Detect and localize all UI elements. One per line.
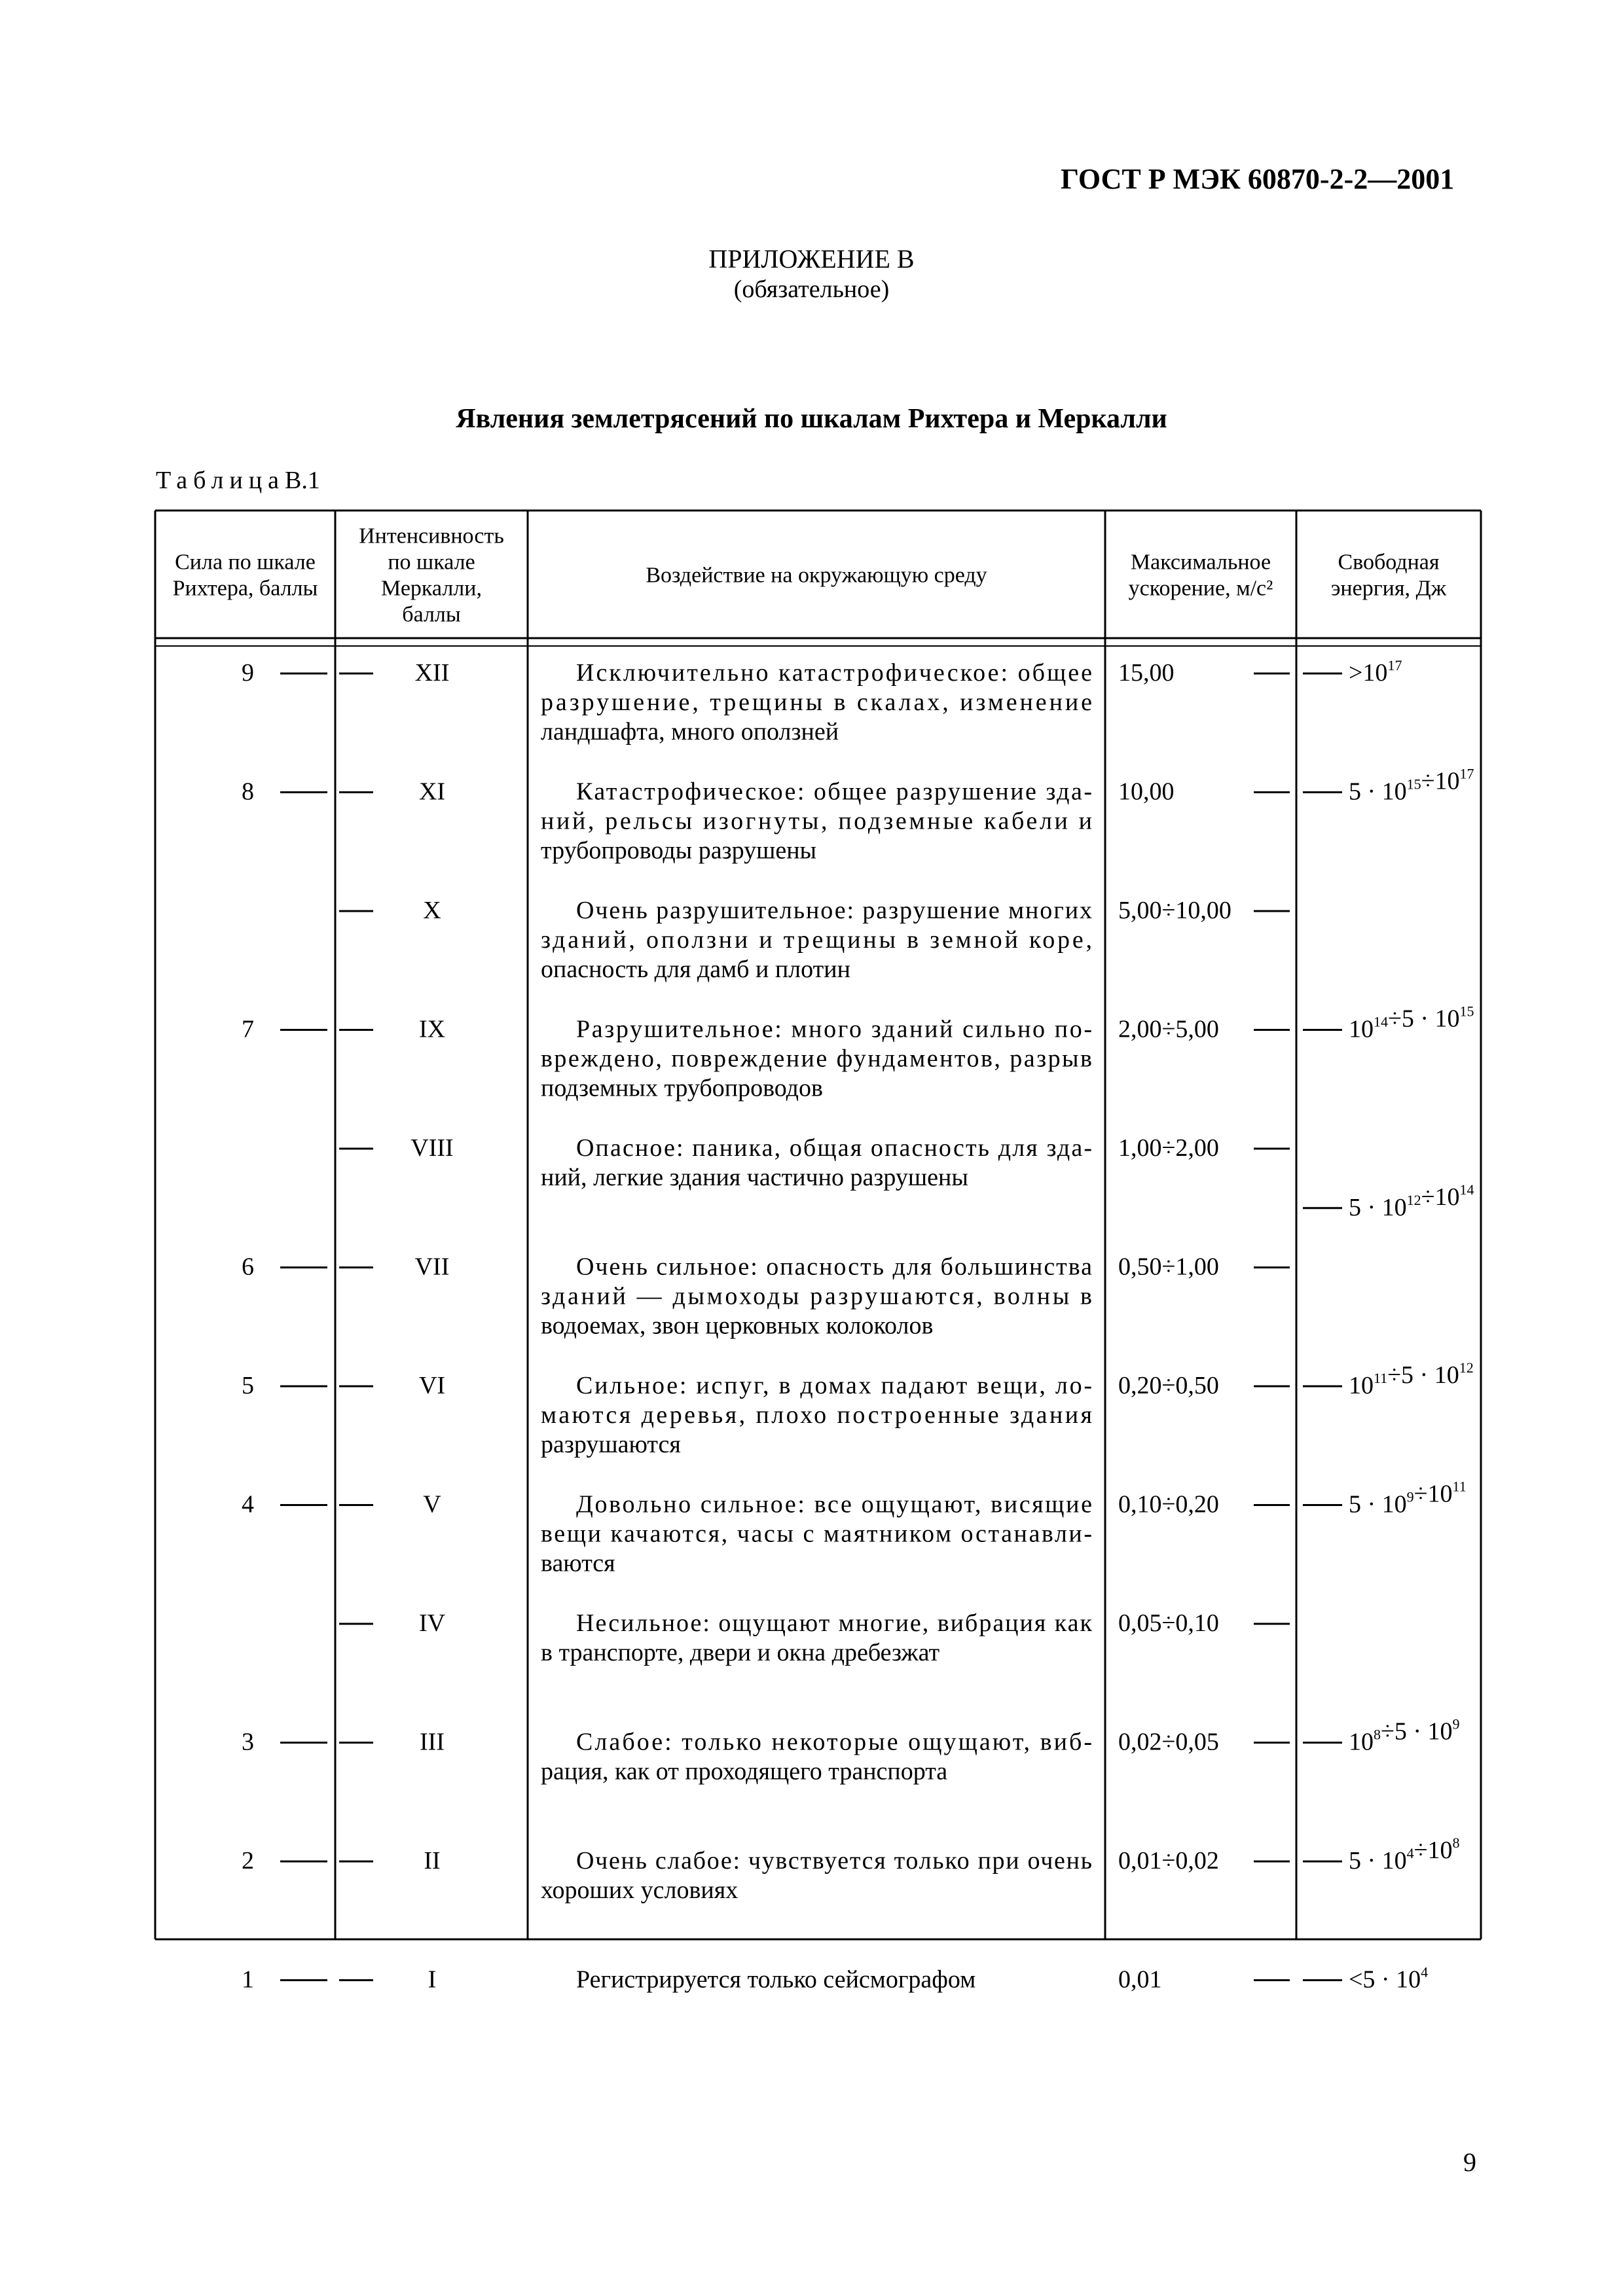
energy-value [1349, 1835, 1460, 1874]
effect-description: ний, легкие здания частично разрушены [541, 1164, 968, 1191]
effect-description: маются деревья, плохо построенные здания [541, 1401, 1092, 1429]
acceleration-value: 5,00÷10,00 [1118, 897, 1231, 924]
appendix-title: ПРИЛОЖЕНИЕ В [708, 244, 915, 274]
richter-value: 9 [242, 659, 254, 687]
energy-exponent: 14 [1459, 1181, 1474, 1198]
acceleration-value: 0,02÷0,05 [1118, 1728, 1219, 1756]
effect-description: Довольно сильное: все ощущают, висящие [576, 1490, 1092, 1518]
energy-base: 10 [1349, 1372, 1374, 1399]
richter-value: 5 [242, 1372, 254, 1399]
effect-description: в транспорте, двери и окна дребезжат [541, 1639, 940, 1666]
effect-description: Очень слабое: чувствуется только при очень [576, 1847, 1092, 1874]
energy-base: ÷5 · 10 [1381, 1717, 1453, 1746]
energy-value [1349, 1716, 1460, 1756]
mercalli-value: II [424, 1847, 441, 1874]
effect-description: Очень разрушительное: разрушение многих [576, 897, 1092, 924]
column-header: Меркалли, [381, 576, 482, 601]
effect-description: Разрушительное: много зданий сильно по- [576, 1015, 1092, 1043]
effect-description: Катастрофическое: общее разрушение зда- [576, 778, 1092, 806]
energy-base: 10 [1349, 1015, 1374, 1043]
effect-description: зданий, оползни и трещины в земной коре, [541, 926, 1092, 954]
energy-exponent: 14 [1374, 1013, 1388, 1030]
appendix-subtitle: (обязательное) [733, 276, 890, 303]
effect-description: трубопроводы разрушены [541, 836, 817, 865]
acceleration-value: 1,00÷2,00 [1118, 1134, 1219, 1162]
energy-exponent: 11 [1374, 1370, 1388, 1386]
effect-description: рация, как от проходящего транспорта [541, 1757, 948, 1785]
effect-description: подземных трубопроводов [541, 1074, 823, 1102]
energy-exponent: 4 [1406, 1845, 1414, 1861]
column-header: Максимальное [1130, 550, 1271, 575]
mercalli-value: XII [414, 659, 450, 687]
column-header: баллы [402, 602, 461, 627]
mercalli-value: V [423, 1490, 441, 1518]
energy-value [1349, 1181, 1474, 1221]
energy-base: ÷5 · 10 [1388, 1005, 1460, 1033]
energy-exponent: 17 [1387, 657, 1402, 673]
column-header: Сила по шкале [175, 550, 316, 575]
energy-base: 5 · 10 [1349, 778, 1407, 806]
effect-description: ландшафта, много оползней [541, 718, 839, 745]
effect-description: хороших условиях [541, 1876, 739, 1904]
richter-value: 1 [242, 1965, 254, 1994]
effect-description: Опасное: паника, общая опасность для зда- [576, 1134, 1092, 1162]
effect-description: ний, рельсы изогнуты, подземные кабели и [541, 807, 1092, 835]
energy-base: 10 [1349, 1728, 1374, 1756]
richter-value: 2 [242, 1847, 254, 1874]
mercalli-value: XI [418, 778, 446, 806]
energy-exponent: 9 [1452, 1715, 1460, 1732]
page-number: 9 [1463, 2147, 1476, 2177]
mercalli-value: IV [418, 1609, 446, 1637]
energy-exponent: 12 [1459, 1359, 1474, 1376]
column-header: Воздействие на окружающую среду [646, 563, 987, 588]
table-label-word: Таблица [156, 467, 285, 494]
effect-description: Несильное: ощущают многие, вибрация как [576, 1609, 1092, 1637]
energy-exponent: 4 [1421, 1964, 1429, 1981]
effect-description: Регистрируется только сейсмографом [576, 1965, 976, 1994]
energy-base: ÷10 [1413, 1837, 1453, 1864]
column-header: энергия, Дж [1330, 576, 1447, 601]
energy-base: <5 · 10 [1349, 1965, 1421, 1994]
energy-base: 5 · 10 [1349, 1847, 1407, 1874]
energy-base: ÷5 · 10 [1387, 1361, 1459, 1389]
mercalli-value: IX [418, 1015, 446, 1043]
energy-exponent: 15 [1406, 776, 1421, 793]
energy-exponent: 17 [1459, 765, 1474, 782]
mercalli-value: X [423, 897, 441, 924]
document-title: Явления землетрясений по шкалам Рихтера и Меркалли [456, 404, 1167, 434]
column-header: по шкале [388, 550, 475, 575]
richter-value: 3 [242, 1728, 254, 1756]
energy-exponent: 15 [1459, 1003, 1474, 1020]
acceleration-value: 15,00 [1118, 659, 1175, 687]
column-header: Интенсивность [359, 524, 504, 548]
effect-description: вреждено, повреждение фундаментов, разрыв [541, 1045, 1092, 1073]
acceleration-value: 0,01 [1118, 1965, 1162, 1994]
energy-exponent: 12 [1406, 1191, 1421, 1208]
acceleration-value: 0,01÷0,02 [1118, 1847, 1219, 1874]
acceleration-value: 2,00÷5,00 [1118, 1015, 1219, 1043]
effect-description: вещи качаются, часы с маятником останавли- [541, 1520, 1092, 1548]
energy-base: ÷10 [1413, 1480, 1453, 1508]
richter-value: 6 [242, 1253, 254, 1281]
richter-value: 4 [242, 1490, 254, 1518]
richter-value: 8 [242, 778, 254, 806]
mercalli-value: VIII [410, 1134, 454, 1162]
energy-base: 5 · 10 [1349, 1193, 1407, 1221]
effect-description: ваются [541, 1549, 615, 1577]
acceleration-value: 0,05÷0,10 [1118, 1609, 1219, 1637]
energy-exponent: 8 [1452, 1835, 1460, 1851]
energy-base: >10 [1349, 659, 1388, 687]
effect-description: Исключительно катастрофическое: общее [576, 659, 1092, 687]
acceleration-value: 0,50÷1,00 [1118, 1253, 1219, 1281]
energy-exponent: 8 [1374, 1726, 1381, 1743]
richter-value: 7 [242, 1015, 254, 1043]
effect-description: Слабое: только некоторые ощущают, виб- [576, 1728, 1092, 1756]
mercalli-value: VII [414, 1253, 450, 1281]
energy-value [1349, 1964, 1428, 1994]
energy-value [1349, 1479, 1467, 1518]
energy-value [1349, 657, 1402, 687]
document-code: ГОСТ Р МЭК 60870-2-2—2001 [1061, 163, 1455, 195]
energy-value [1349, 1359, 1474, 1399]
effect-description: Очень сильное: опасность для большинства [576, 1253, 1092, 1281]
energy-base: 5 · 10 [1349, 1490, 1407, 1518]
effect-description: разрушение, трещины в скалах, изменение [541, 689, 1092, 716]
column-header: Свободная [1338, 550, 1440, 575]
mercalli-value: I [428, 1965, 437, 1994]
effect-description: Сильное: испуг, в домах падают вещи, ло- [576, 1372, 1092, 1399]
column-header: ускорение, м/с² [1128, 576, 1273, 601]
energy-base: ÷10 [1421, 1183, 1460, 1211]
effect-description: опасность для дамб и плотин [541, 956, 850, 983]
energy-exponent: 9 [1406, 1488, 1414, 1505]
acceleration-value: 0,10÷0,20 [1118, 1490, 1219, 1518]
energy-value [1349, 766, 1474, 806]
table-number: В.1 [285, 467, 320, 494]
effect-description: разрушаются [541, 1431, 681, 1458]
acceleration-value: 10,00 [1118, 778, 1175, 806]
energy-value [1349, 1003, 1474, 1043]
mercalli-value: III [420, 1728, 445, 1756]
column-header: Рихтера, баллы [172, 576, 318, 601]
energy-exponent: 11 [1452, 1478, 1467, 1495]
energy-base: ÷10 [1421, 767, 1460, 795]
mercalli-value: VI [418, 1372, 446, 1399]
effect-description: зданий — дымоходы разрушаются, волны в [541, 1282, 1092, 1310]
effect-description: водоемах, звон церковных колоколов [541, 1312, 934, 1340]
acceleration-value: 0,20÷0,50 [1118, 1372, 1219, 1399]
